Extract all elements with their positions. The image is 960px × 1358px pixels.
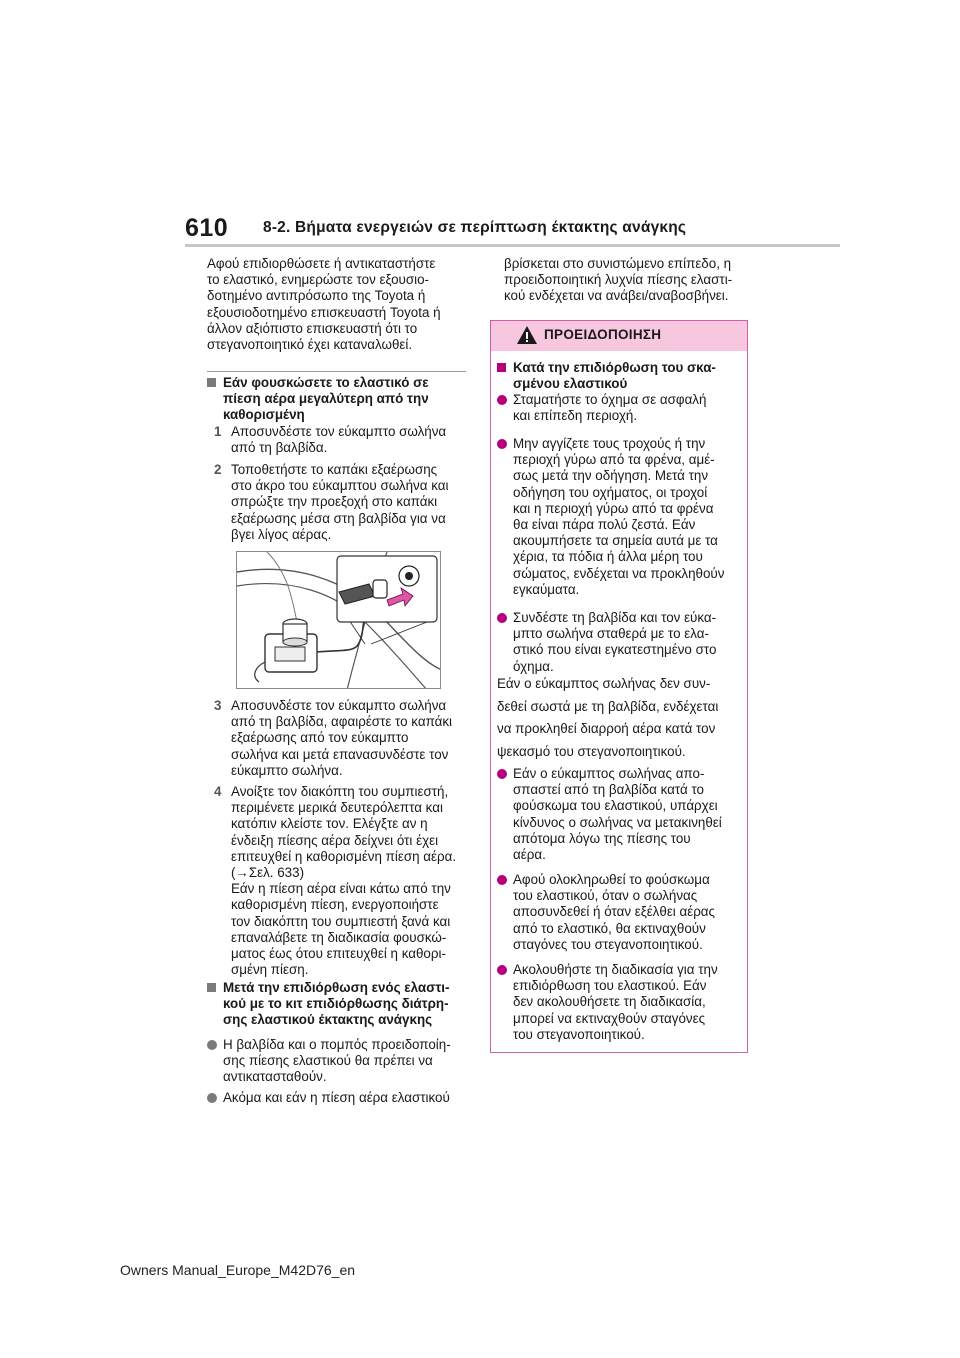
bullet-item [207, 1037, 477, 1086]
step-4 [214, 784, 476, 978]
section-title: 8-2. Βήματα ενεργειών σε περίπτωση έκτακτης ανάγκης [263, 219, 687, 236]
round-bullet-icon [497, 965, 507, 975]
bullet-item [207, 1090, 477, 1106]
warning-bullet [497, 436, 742, 598]
header-rule [185, 244, 840, 247]
intro-paragraph: Αφού επιδιορθώσετε ή αντικαταστήστε το ελαστικό, ενημερώστε τον εξουσιο- δοτημένο αντιπρόσωπο της Toyota ή εξουσιοδοτημένο επισκευαστή Toyota ή άλλον αξιόπιστο επισκευαστή ότι το στεγανοποιητικό έχει καταναλωθεί. [207, 256, 441, 353]
round-bullet-icon [497, 613, 507, 623]
warning-bullet-text: Αφού ολοκληρωθεί το φούσκωμα του ελαστικού, όταν ο σωλήνας αποσυνδεθεί ή όταν εξέλθει αέρας από το ελαστικό, θα εκτιναχθούν σταγόνες του στεγανοποιητικού. [513, 872, 716, 952]
heading-text: Μετά την επιδιόρθωση ενός ελαστι- κού με το κιτ επιδιόρθωσης διάτρη- σης ελαστικού έκτακτης ανάγκης [223, 980, 450, 1028]
warning-bullet [497, 872, 742, 953]
warning-subheading-text: Κατά την επιδιόρθωση του σκα- σμένου ελαστικού [513, 360, 716, 392]
bullet-text: Η βαλβίδα και ο πομπός προειδοποίη- σης πίεσης ελαστικού θα πρέπει να αντικατασταθούν. [223, 1037, 451, 1085]
square-bullet-icon [497, 363, 506, 372]
step-text: Τοποθετήστε το καπάκι εξαέρωσης στο άκρο του εύκαμπτου σωλήνα και σπρώξτε την προεξοχή στο καπάκι εξαέρωσης μέσα στη βαλβίδα για να βγει λίγος αέρας. [231, 462, 449, 542]
round-bullet-icon [497, 439, 507, 449]
warning-title: ΠΡΟΕΙΔΟΠΟΙΗΣΗ [544, 327, 662, 342]
step-number: 3 [214, 698, 222, 713]
warning-bullet-text: Εάν ο εύκαμπτος σωλήνας απο- σπαστεί από τη βαλβίδα κατά το φούσκωμα του ελαστικού, υπάρχει κίνδυνος ο σωλήνας να μετακινηθεί απότομα λόγω της πίεσης του αέρα. [513, 766, 722, 863]
warning-bullet [497, 766, 742, 863]
warning-bullet [497, 610, 742, 675]
step-number: 1 [214, 424, 222, 439]
round-bullet-icon [207, 1040, 217, 1050]
warning-bullet-text: Μην αγγίζετε τους τροχούς ή την περιοχή γύρω από τα φρένα, αμέ- σως μετά την οδήγηση. Μετά την οδήγηση του οχήματος, οι τροχοί και η περιοχή γύρω από τα φρένα θα είναι πάρα πολύ ζεστά. Εάν ακουμπήσετε τα σημεία αυτά με τα χέρια, τα πόδια ή άλλα μέρη του σώματος, ενδέχεται να προκληθούν εγκαύματα. [513, 436, 725, 597]
separator [207, 371, 466, 372]
step-text: Αποσυνδέστε τον εύκαμπτο σωλήνα από τη βαλβίδα. [231, 424, 447, 456]
heading-text: Εάν φουσκώσετε το ελαστικό σε πίεση αέρα μεγαλύτερη από την καθορισμένη [223, 375, 429, 423]
square-bullet-icon [207, 983, 216, 992]
step-number: 4 [214, 784, 222, 799]
warning-bullet-text: Ακολουθήστε τη διαδικασία για την επιδιόρθωση του ελαστικού. Εάν δεν ακολουθήσετε τη διαδικασία, μπορεί να εκτιναχθούν σταγόνες του στεγανοποιητικού. [513, 962, 718, 1042]
illustration-deflate-tire [236, 551, 441, 689]
heading-after-repair [207, 980, 477, 1029]
page-number: 610 [185, 214, 229, 242]
compressor-tire-illustration [237, 552, 441, 689]
warning-triangle-icon [516, 325, 538, 345]
step-text: Αποσυνδέστε τον εύκαμπτο σωλήνα από τη βαλβίδα, αφαιρέστε το καπάκι εξαέρωσης από τον εύκαμπτο σωλήνα και μετά επανασυνδέστε τον εύκαμπτο σωλήνα. [231, 698, 453, 778]
warning-bullet-text: Σταματήστε το όχημα σε ασφαλή και επίπεδη περιοχή. [513, 392, 707, 424]
square-bullet-icon [207, 378, 216, 387]
round-bullet-icon [497, 769, 507, 779]
warning-bullet-text: Συνδέστε τη βαλβίδα και τον εύκα- μπτο σωλήνα σταθερά με το ελα- στικό που είναι εγκατεστημένο στο όχημα. [513, 610, 717, 674]
step-number: 2 [214, 462, 222, 477]
round-bullet-icon [497, 875, 507, 885]
warning-bullet [497, 962, 742, 1043]
step-3 [214, 698, 476, 779]
round-bullet-icon [207, 1093, 217, 1103]
step-2 [214, 462, 476, 543]
round-bullet-icon [497, 395, 507, 405]
continuation-paragraph: βρίσκεται στο συνιστώμενο επίπεδο, η προειδοποιητική λυχνία πίεσης ελαστι- κού ενδέχεται να ανάβει/αναβοσβήνει. [504, 256, 733, 304]
warning-subheading [497, 360, 742, 392]
bullet-text: Ακόμα και εάν η πίεση αέρα ελαστικού [223, 1090, 450, 1105]
warning-bullet [497, 392, 742, 424]
footer-manual-name: Owners Manual_Europe_M42D76_en [120, 1262, 356, 1278]
heading-overinflated [207, 375, 477, 424]
step-1 [214, 424, 476, 456]
warning-plain-paragraph: Εάν ο εύκαμπτος σωλήνας δεν συν- δεθεί σωστά με τη βαλβίδα, ενδέχεται να προκληθεί διαρροή αέρα κατά τον ψεκασμό του στεγανοποιητικού. [497, 676, 719, 759]
step-text: Ανοίξτε τον διακόπτη του συμπιεστή, περιμένετε μερικά δευτερόλεπτα και κατόπιν κλείστε τον. Ελέγξτε αν η ένδειξη πίεσης αέρα δείχνει ότι έχει επιτευχθεί η καθορισμένη πίεση αέρα. (→Σελ. 633) Εάν η πίεση αέρα είναι κάτω από την καθορισμένη πίεση, ενεργοποιήστε τον διακόπτη του συμπιεστή ξανά και επαναλάβετε τη διαδικασία φουσκώ- ματος έως ότου επιτευχθεί η καθορι- σμένη πίεση. [231, 784, 457, 978]
